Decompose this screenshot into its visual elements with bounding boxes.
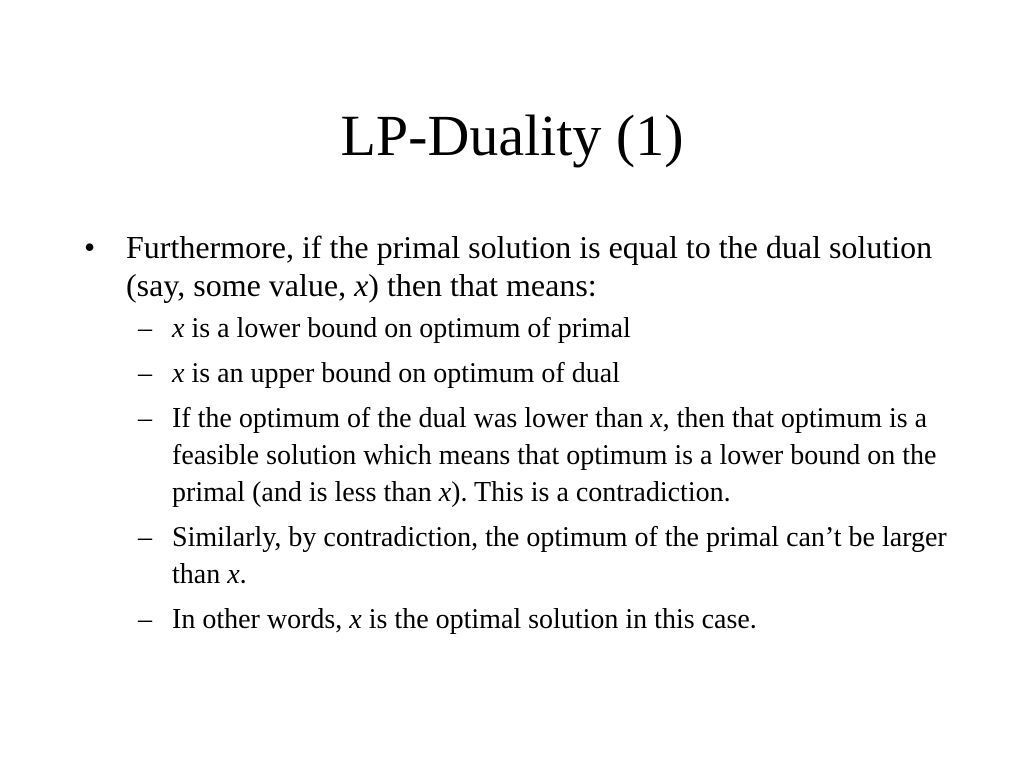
bullet-list <box>84 228 964 646</box>
sub-bullet-text: Similarly, by contradiction, the optimum of the primal can’t be larger than <box>172 522 947 590</box>
sub-bullet-text: ). This is a contradiction. <box>451 477 731 508</box>
sub-bullet-list <box>126 310 964 638</box>
sub-bullet-item <box>126 519 964 593</box>
sub-bullet-item <box>126 355 964 392</box>
sub-bullet-text: is an upper bound on optimum of dual <box>184 358 620 389</box>
sub-bullet-item <box>126 400 964 511</box>
bullet-text-part: ) then that means: <box>368 267 597 303</box>
dash-marker: – <box>138 522 152 553</box>
variable-x: x <box>227 559 240 590</box>
dash-marker: – <box>138 604 152 635</box>
bullet-text-part: Furthermore, if the primal solution is equal to the dual solution (say, some value, <box>126 229 933 303</box>
dash-marker: – <box>138 313 152 344</box>
sub-bullet-text: . <box>239 559 247 590</box>
slide-title: LP-Duality (1) <box>340 103 684 168</box>
variable-x: x <box>354 267 369 303</box>
variable-x: x <box>438 477 452 508</box>
variable-x: x <box>172 313 185 344</box>
sub-bullet-text: In other words, <box>172 604 350 635</box>
sub-bullet-text: is the optimal solution in this case. <box>361 604 757 635</box>
variable-x: x <box>172 358 185 389</box>
sub-bullet-text: If the optimum of the dual was lower than <box>172 403 651 434</box>
variable-x: x <box>650 403 663 434</box>
dash-marker: – <box>138 358 152 389</box>
bullet-marker: • <box>84 229 96 265</box>
sub-bullet-item <box>126 310 964 347</box>
sub-bullet-text: is a lower bound on optimum of primal <box>184 313 631 344</box>
sub-bullet-text: , then that optimum is a feasible solution which means that optimum is a lower bound on the primal (and is less than <box>172 403 937 508</box>
variable-x: x <box>349 604 362 635</box>
main-bullet <box>84 228 964 638</box>
sub-bullet-item <box>126 601 964 638</box>
dash-marker: – <box>138 403 152 434</box>
